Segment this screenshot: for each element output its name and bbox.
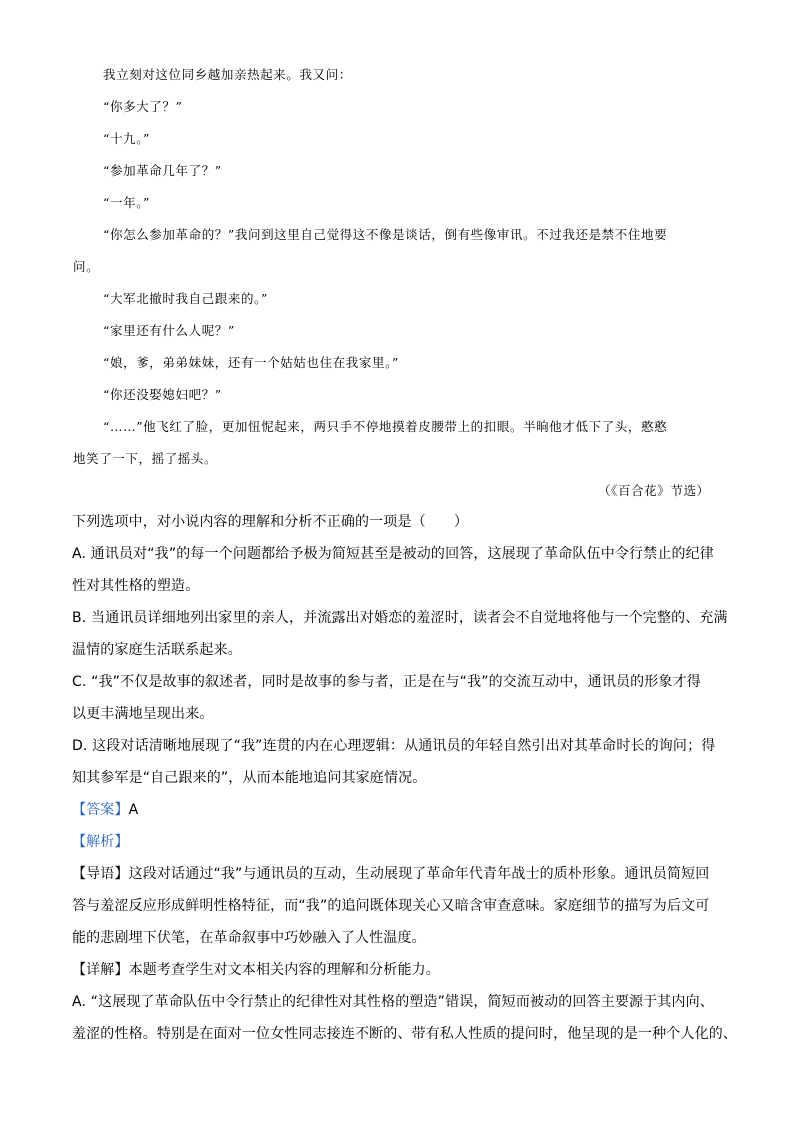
option-a-line: 性对其性格的塑造。 — [72, 578, 200, 594]
passage-line: “家里还有什么人呢？” — [103, 323, 235, 338]
passage-line: “参加革命几年了？” — [103, 163, 222, 178]
passage-line: “娘，爹，弟弟妹妹，还有一个姑姑也住在我家里。” — [103, 355, 399, 370]
passage-source: （《百合花》节选） — [598, 483, 710, 498]
passage-line: “你多大了？” — [103, 99, 183, 114]
option-c-line: C. “我”不仅是故事的叙述者，同时是故事的参与者，正是在与“我”的交流互动中，通讯员的形象才得 — [72, 674, 701, 690]
detail-label: 【详解】 — [72, 962, 129, 978]
answer-value: A — [128, 802, 139, 818]
passage-line: “十九。” — [103, 131, 151, 146]
passage-line: “一年。” — [103, 195, 151, 210]
passage-line: 我立刻对这位同乡越加亲热起来。我又问： — [103, 67, 352, 82]
passage-line: 地笑了一下，摇了摇头。 — [73, 451, 218, 466]
passage-line: “……”他飞红了脸，更加忸怩起来，两只手不停地摸着皮腰带上的扣眼。半晌他才低下了头，憨憨 — [103, 419, 668, 434]
guide-line: 答与羞涩反应形成鲜明性格特征，而“我”的追问既体现关心又暗含审查意味。家庭细节的描写为后文可 — [72, 898, 710, 914]
passage-line: “大军北撤时我自己跟来的。” — [103, 291, 268, 306]
passage-line: “你怎么参加革命的？”我问到这里自己觉得这不像是谈话，倒有些像审讯。不过我还是禁不住地要 — [103, 227, 668, 242]
answer-line — [72, 801, 138, 819]
guide-text: 这段对话通过“我”与通讯员的互动，生动展现了革命年代青年战士的质朴形象。通讯员简短回 — [128, 866, 710, 882]
option-a-line: A. 通讯员对“我”的每一个问题都给予极为简短甚至是被动的回答，这展现了革命队伍中令行禁止的纪律 — [72, 546, 714, 562]
option-d-line: D. 这段对话清晰地展现了“我”连贯的内在心理逻辑：从通讯员的年轻自然引出对其革命时长的询问；得 — [72, 738, 716, 754]
detail-line: 羞涩的性格。特别是在面对一位女性同志接连不断的、带有私人性质的提问时，他呈现的是一种个人化的、 — [72, 1026, 738, 1042]
analysis-label: 【解析】 — [72, 834, 129, 850]
detail-text: 本题考查学生对文本相关内容的理解和分析能力。 — [128, 962, 440, 978]
option-b-line: 温情的家庭生活联系起来。 — [72, 642, 242, 658]
guide-label: 【导语】 — [72, 866, 129, 882]
option-b-line: B. 当通讯员详细地列出家里的亲人，并流露出对婚恋的羞涩时，读者会不自觉地将他与一个完整的、充满 — [72, 610, 728, 626]
option-d-line: 知其参军是“自己跟来的”，从而本能地追问其家庭情况。 — [72, 770, 427, 786]
guide-line — [72, 865, 709, 883]
guide-line: 能的悲剧埋下伏笔，在革命叙事中巧妙融入了人性温度。 — [72, 930, 426, 946]
detail-line: A. “这展现了革命队伍中令行禁止的纪律性对其性格的塑造”错误，简短而被动的回答主要源于其内向、 — [72, 994, 714, 1010]
question-stem: 下列选项中，对小说内容的理解和分析不正确的一项是（ ） — [72, 514, 469, 530]
passage-line: 问。 — [73, 259, 100, 274]
answer-label: 【答案】 — [72, 802, 129, 818]
detail-line — [72, 961, 440, 979]
option-c-line: 以更丰满地呈现出来。 — [72, 706, 214, 722]
passage-line: “你还没娶媳妇吧？” — [103, 387, 222, 402]
